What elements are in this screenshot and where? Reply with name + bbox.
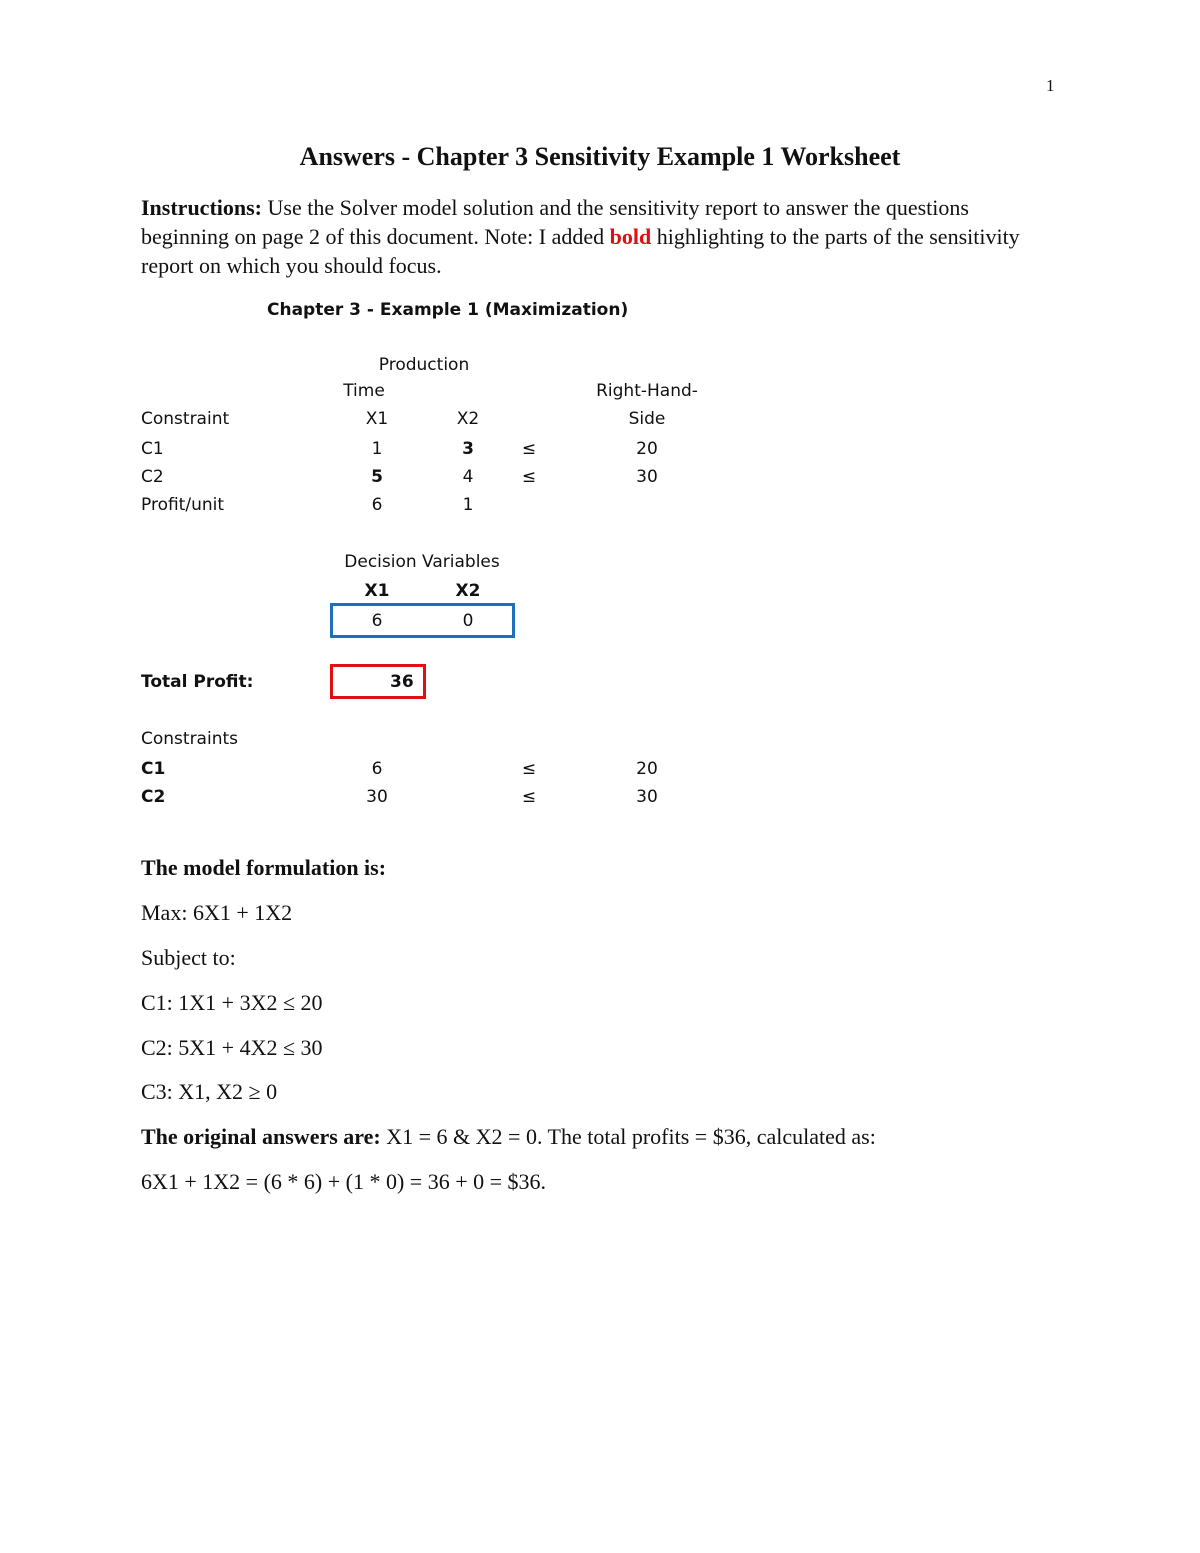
decision-x2-label: X2 (455, 581, 481, 601)
constraint-c2-rhs: 30 (636, 787, 658, 807)
formulation-objective: Max: 6X1 + 1X2 (141, 900, 293, 925)
row-profit-label: Profit/unit (141, 495, 225, 515)
header-rhs-line2: Side (628, 409, 666, 429)
formulation-c1: C1: 1X1 + 3X2 ≤ 20 (141, 990, 323, 1015)
answers-text: X1 = 6 & X2 = 0. The total profits = $36, calculated as: (380, 1124, 876, 1149)
header-x1: X1 (365, 409, 389, 429)
page-number: 1 (1046, 76, 1055, 95)
constraint-c2-label: C2 (141, 787, 166, 807)
worksheet-title: Chapter 3 - Example 1 (Maximization) (267, 300, 629, 320)
constraint-c1-sign: ≤ (521, 759, 537, 779)
total-profit-value: 36 (390, 672, 414, 692)
formulation-heading: The model formulation is: (141, 855, 387, 880)
header-rhs-line1: Right-Hand- (596, 381, 698, 401)
row-c1-x2: 3 (462, 439, 474, 459)
answers-line (141, 1124, 876, 1150)
row-profit-x2: 1 (462, 495, 474, 515)
row-c1-rhs: 20 (636, 439, 658, 459)
row-c2-x2: 4 (462, 467, 474, 487)
decision-x1-value: 6 (371, 611, 383, 631)
row-c2-label: C2 (141, 467, 164, 487)
decision-variables-title: Decision Variables (344, 552, 500, 572)
header-time: Time (343, 381, 385, 401)
bold-highlight-word: bold (609, 224, 652, 249)
decision-x2-value: 0 (462, 611, 474, 631)
instructions-text-2: highlighting to the parts of the sensitivity report on which you should focus. (141, 224, 1020, 278)
answers-calculation: 6X1 + 1X2 = (6 * 6) + (1 * 0) = 36 + 0 = $36. (141, 1169, 547, 1194)
instructions-text-1: Use the Solver model solution and the sensitivity report to answer the questions beginning on page 2 of this document. Note: I added (141, 195, 969, 249)
instructions-label: Instructions: (141, 195, 263, 220)
row-c2-x1: 5 (371, 467, 383, 487)
header-constraint: Constraint (141, 409, 230, 429)
page-title: Answers - Chapter 3 Sensitivity Example 1 Worksheet (299, 142, 901, 171)
constraint-c1-label: C1 (141, 759, 166, 779)
decision-variables-box (330, 603, 515, 638)
header-x2: X2 (456, 409, 480, 429)
formulation-subject-to: Subject to: (141, 945, 236, 970)
constraint-c2-sign: ≤ (521, 787, 537, 807)
row-c2-sign: ≤ (521, 467, 537, 487)
row-c1-x1: 1 (371, 439, 383, 459)
instructions-paragraph (141, 193, 1051, 280)
row-profit-x1: 6 (371, 495, 383, 515)
constraints-title: Constraints (141, 729, 238, 749)
decision-x1-label: X1 (364, 581, 390, 601)
row-c1-sign: ≤ (521, 439, 537, 459)
formulation-c2: C2: 5X1 + 4X2 ≤ 30 (141, 1035, 323, 1060)
row-c1-label: C1 (141, 439, 164, 459)
row-c2-rhs: 30 (636, 467, 658, 487)
answers-label: The original answers are: (141, 1124, 381, 1149)
header-production: Production (378, 355, 470, 375)
formulation-c3: C3: X1, X2 ≥ 0 (141, 1079, 278, 1104)
total-profit-label: Total Profit: (141, 672, 254, 692)
constraint-c2-value: 30 (366, 787, 388, 807)
constraint-c1-value: 6 (371, 759, 383, 779)
constraint-c1-rhs: 20 (636, 759, 658, 779)
